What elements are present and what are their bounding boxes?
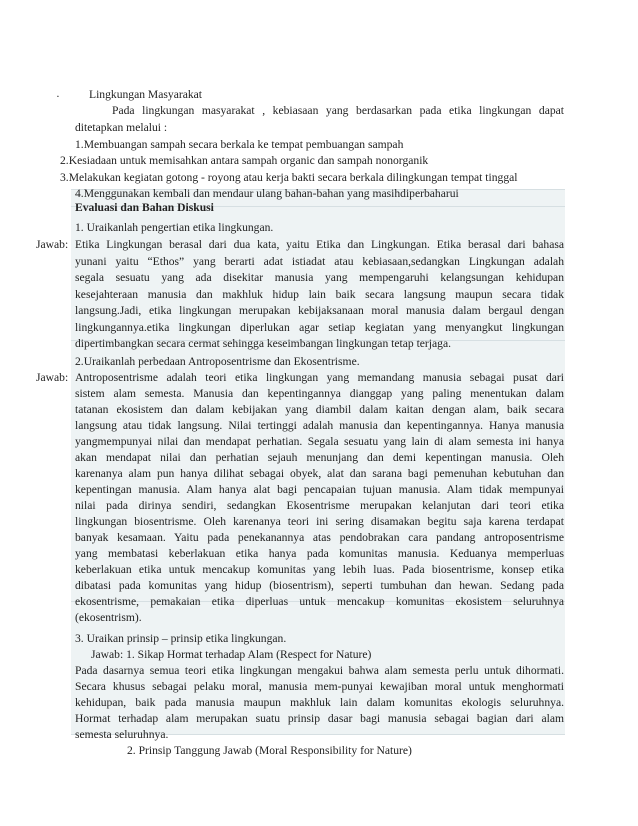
answer-line: kehidupan, baik pada manusia maupun makhluk lain dalam komunitas ekologis seluruhnya.	[75, 696, 564, 709]
answer-line: keberlakuan etika untuk mencakup komunitas yang lebih luas. Pada biosentrisme, konsep etika	[75, 563, 564, 576]
answer-line: dibatasi pada komunitas yang hidup (biosentrism), seperti tumbuhan dan hewan. Sedang pada	[75, 579, 564, 592]
answer-line: dipertimbangkan secara cermat sehingga keseimbangan lingkungan tetap terjaga.	[75, 337, 452, 350]
answer-line: lingkungan biosentrisme. Oleh karenanya teori ini sering disamakan begitu saja karena terdapat	[75, 515, 564, 528]
list-item: 2.Kesiadaan untuk memisahkan antara sampah organic dan sampah nonorganik	[60, 154, 429, 167]
answer-line: yunani yaitu “Ethos” yang berarti adat istiadat atau kebiasaan,sedangkan Lingkungan adalah	[75, 255, 564, 268]
list-item: 4.Menggunakan kembali dan mendaur ulang bahan-bahan yang masihdiperbaharui	[75, 187, 459, 200]
next-heading: 2. Prinsip Tanggung Jawab (Moral Responsibility for Nature)	[127, 744, 412, 757]
answer-line: nilai pada dirinya sendiri, sedangkan Ekosentrisme merupakan kelanjutan dari teori etika	[75, 499, 564, 512]
answer-line: langsung.Jadi, etika lingkungan merupakan kebijaksanaan moral manusia dalam bergaul dengan	[75, 304, 564, 317]
question-3: 3. Uraikan prinsip – prinsip etika lingkungan.	[75, 632, 287, 645]
answer-line: Secara khusus sebagai pelaku moral, manusia mem-punyai kewajiban moral untuk menghormati	[75, 680, 564, 693]
list-item: 1.Membuangan sampah secara berkala ke tempat pembuangan sampah	[75, 138, 404, 151]
answer-label: Jawab:	[36, 371, 69, 384]
answer-label: Jawab:	[36, 238, 69, 251]
answer-line: kepentingan manusia. Alam hanya alat bagi pencapaian tujuan manusia. Alam tidak mempunyai	[75, 483, 564, 496]
answer-line: Pada dasarnya semua teori etika lingkungan mengakui bahwa alam semesta perlu untuk dihormati.	[75, 664, 564, 677]
answer-line: semesta seluruhnya.	[75, 728, 169, 741]
question-2: 2.Uraikanlah perbedaan Antroposentrisme dan Ekosentrisme.	[75, 355, 360, 368]
answer-line: (ekosentrism).	[75, 611, 142, 624]
answer-line: lingkungannya.etika lingkungan diperlukan agar setiap kegiatan yang menyangkut lingkungan	[75, 321, 564, 334]
answer-line: yangmempunyai nilai dan mendapat perhatian. Segala sesuatu yang lain di alam semesta ini hanya	[75, 435, 564, 448]
answer-line: Hormat terhadap alam merupakan suatu prinsip dasar bagi manusia sebagai bagian dari alam	[75, 712, 564, 725]
answer-heading: Jawab: 1. Sikap Hormat terhadap Alam (Respect for Nature)	[91, 648, 372, 661]
intro-text: Pada lingkungan masyarakat , kebiasaan yang berdasarkan pada etika lingkungan dapat	[112, 104, 564, 117]
answer-line: banyak kesamaan. Yaitu pada penekanannya atas pendobrakan cara pandang antroposentrisme	[75, 531, 564, 544]
answer-line: karenanya alam pun hanya dilihat sebagai obyek, alat dan sarana bagi pemenuhan kebutuhan dan	[75, 467, 564, 480]
answer-line: Etika Lingkungan berasal dari dua kata, yaitu Etika dan Lingkungan. Etika berasal dari bahasa	[75, 238, 564, 251]
section-title: Lingkungan Masyarakat	[89, 88, 203, 101]
answer-line: langsung atau tidak langsung. Nilai tertinggi adalah manusia dan kepentingannya. Hanya manusia	[75, 419, 564, 432]
answer-line: akan mendapat nilai dan perhatian sejauh menunjang dan demi kepentingan manusia. Oleh	[75, 451, 564, 464]
evaluasi-title: Evaluasi dan Bahan Diskusi	[75, 201, 214, 214]
answer-line: sistem alam semesta. Manusia dan kepentingannya dianggap yang paling menentukan dalam	[75, 387, 564, 400]
answer-line: yang membatasi keberlakuan etika hanya pada komunitas manusia. Keduanya memperluas	[75, 547, 564, 560]
intro-text: ditetapkan melalui :	[75, 121, 168, 134]
question-1: 1. Uraikanlah pengertian etika lingkungan.	[75, 221, 274, 234]
answer-line: ekosentrisme, pemakaian etika diperluas untuk mencakup komunitas ekosistem seluruhnya	[75, 595, 564, 608]
bullet: ·	[56, 90, 60, 103]
answer-line: segala sesuatu yang ada disekitar manusia yang mempengaruhi kelangsungan kehidupan	[75, 271, 564, 284]
list-item: 3.Melakukan kegiatan gotong - royong atau kerja bakti secara berkala dilingkungan tempat tinggal	[60, 171, 518, 184]
answer-line: tatanan ekosistem dan dalam kebijakan yang diambil dalam kaitan dengan alam, baik secara	[75, 403, 564, 416]
answer-line: Antroposentrisme adalah teori etika lingkungan yang memandang manusia sebagai pusat dari	[75, 371, 564, 384]
answer-line: kesejahteraan manusia dan makhluk hidup lain baik secara langsung maupun secara tidak	[75, 288, 564, 301]
